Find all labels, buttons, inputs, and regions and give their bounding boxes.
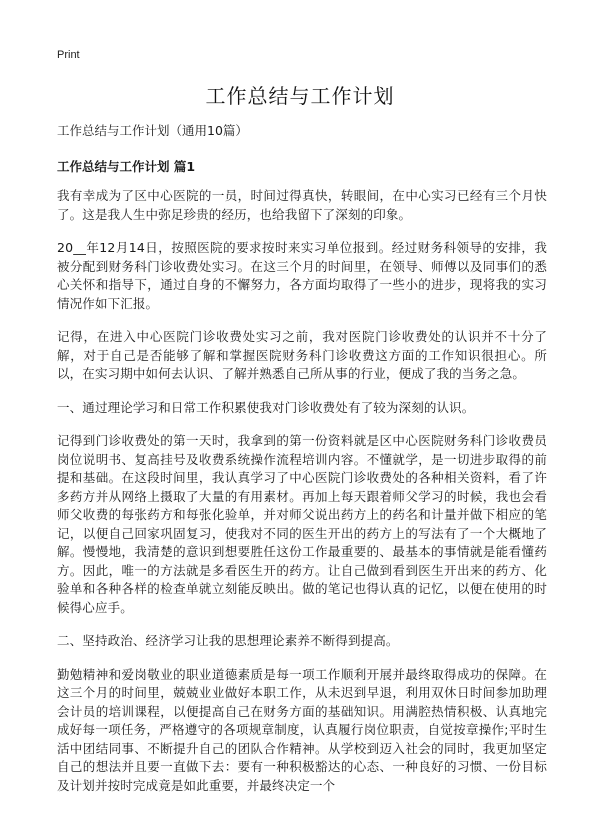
paragraph-3: 记得，在进入中心医院门诊收费处实习之前，我对医院门诊收费处的认识并不十分了解，对于自己是否能够了解和掌握医院财务科门诊收费这方面的工作知识很担心。所以，在实习期中如何去认识、了解并熟悉自己所从事的行业，便成了我的当务之急。 [57, 329, 547, 381]
section-heading: 工作总结与工作计划 篇1 [57, 159, 196, 174]
paragraph-4-point-one: 一、通过理论学习和日常工作积累使我对门诊收费处有了较为深刻的认识。 [57, 399, 475, 415]
document-body [57, 122, 547, 810]
paragraph-6-point-two: 二、坚持政治、经济学习让我的思想理论素养不断得到提高。 [57, 633, 399, 648]
paragraph-1: 我有幸成为了区中心医院的一员，时间过得真快，转眼间，在中心实习已经有三个月快了。这是我人生中弥足珍贵的经历，也给我留下了深刻的印象。 [57, 188, 547, 222]
paragraph-5: 记得到门诊收费处的第一天时，我拿到的第一份资料就是区中心医院财务科门诊收费员岗位说明书、复高挂号及收费系统操作流程培训内容。不懂就学，是一切进步取得的前提和基础。在这段时间里，我认真学习了中心医院门诊收费处的各种相关资料，看了许多药方并从网络上摄取了大量的有用素材。再加上每天跟着师父学习的时候，我也会看师父收费的每张药方和每张化验单，并对师父说出药方上的药名和计量并做下相应的笔记，以便自己回家巩固复习，使我对不同的医生开出的药方上的写法有了一个大概地了解。慢慢地，我清楚的意识到想要胜任这份工作最重要的、最基本的事情就是能看懂药方。因此，唯一的方法就是多看医生开的药方。让自己做到看到医生开出来的药方、化验单和各种各样的检查单就立刻能反映出。做的笔记也得认真的记忆，以便在使用的时候得心应手。 [57, 433, 547, 615]
paragraph-2: 20__年12月14日，按照医院的要求按时来实习单位报到。经过财务科领导的安排，我被分配到财务科门诊收费处实习。在这三个月的时间里，在领导、师傅以及同事们的悉心关怀和指导下，通过自身的不懈努力，各方面均取得了一些小的进步，现将我的实习情况作如下汇报。 [57, 240, 547, 311]
print-label: Print [57, 49, 80, 61]
paragraph-7: 勤勉精神和爱岗敬业的职业道德素质是每一项工作顺利开展并最终取得成功的保障。在这三个月的时间里，兢兢业业做好本职工作，从未迟到早退，利用双休日时间参加助理会计员的培训课程，以便提高自己在财务方面的基础知识。用满腔热情积极、认真地完成好每一项任务，严格遵守的各项规章制度，认真履行岗位职责，自觉按章操作;平时生活中团结同事、不断提升自己的团队合作精神。从学校到迈入社会的同时，我更加坚定自己的想法并且要一直做下去：要有一种积极豁达的心态、一种良好的习惯、一份目标及计划并按时完成竟是如此重要，并最终决定一个 [57, 666, 547, 793]
document-title: 工作总结与工作计划 [205, 84, 395, 108]
document-subtitle: 工作总结与工作计划（通用10篇） [57, 123, 248, 138]
